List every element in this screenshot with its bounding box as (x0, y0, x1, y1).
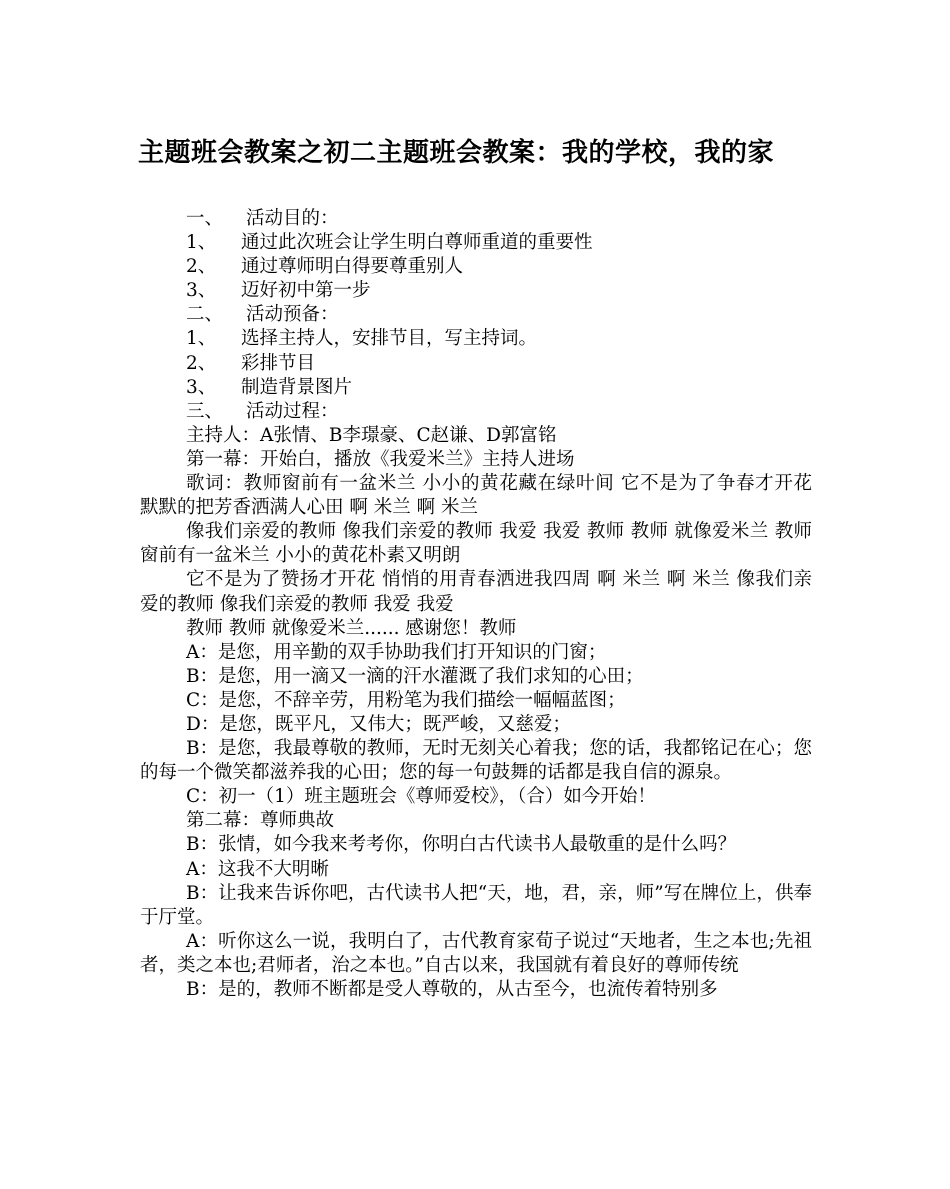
outline-item: 三、 活动过程： (186, 400, 339, 422)
outline-item: 3、 迈好初中第一步 (186, 280, 371, 302)
paragraph: B：是您，用一滴又一滴的汗水灌溉了我们求知的心田； (186, 665, 644, 687)
paragraph: 第一幕：开始白，播放《我爱米兰》主持人进场 (186, 448, 575, 470)
paragraph: 第二幕：尊师典故 (186, 810, 335, 832)
paragraph: 像我们亲爱的教师 像我们亲爱的教师 我爱 我爱 教师 教师 就像爱米兰 教师窗前有一盆米兰 小小的黄花朴素又明朗 (140, 521, 812, 567)
outline-item: 1、 通过此次班会让学生明白尊师重道的重要性 (186, 232, 593, 254)
outline-item: 二、 活动预备： (186, 304, 339, 326)
paragraph: 它不是为了赞扬才开花 悄悄的用青春洒进我四周 啊 米兰 啊 米兰 像我们亲爱的教师 像我们亲爱的教师 我爱 我爱 (140, 569, 812, 615)
paragraph: B：是您，我最尊敬的教师，无时无刻关心着我；您的话，我都铭记在心；您的每一个微笑都滋养我的心田；您的每一句鼓舞的话都是我自信的源泉。 (140, 738, 812, 784)
paragraph: B：是的，教师不断都是受人尊敬的，从古至今，也流传着特别多 (186, 979, 718, 1000)
paragraph: D：是您，既平凡，又伟大；既严峻，又慈爱； (186, 713, 571, 735)
paragraph: B：张情，如今我来考考你，你明白古代读书人最敬重的是什么吗？ (186, 834, 737, 856)
paragraph: C：是您，不辞辛劳，用粉笔为我们描绘一幅幅蓝图； (186, 689, 626, 711)
document-title: 主题班会教案之初二主题班会教案：我的学校，我的家 (138, 138, 775, 168)
outline-item: 2、 彩排节目 (186, 352, 316, 374)
paragraph: A：这我不大明晰 (186, 858, 329, 880)
document-body (140, 207, 812, 1002)
paragraph: A：听你这么一说，我明白了，古代教育家荀子说过“天地者，生之本也;先祖者，类之本也;君师者，治之本也。”自古以来，我国就有着良好的尊师传统 (140, 930, 812, 976)
paragraph: 歌词：教师窗前有一盆米兰 小小的黄花藏在绿叶间 它不是为了争春才开花 默默的把芳香洒满人心田 啊 米兰 啊 米兰 (140, 473, 812, 519)
paragraph: 教师 教师 就像爱米兰...... 感谢您！教师 (186, 617, 517, 639)
outline-item: 1、 选择主持人，安排节目，写主持词。 (186, 328, 538, 350)
outline-item: 2、 通过尊师明白得要尊重别人 (186, 256, 464, 278)
paragraph: B：让我来告诉你吧，古代读书人把“天，地，君，亲，师”写在牌位上，供奉于厅堂。 (140, 882, 812, 928)
outline-item: 3、 制造背景图片 (186, 376, 353, 398)
paragraph: 主持人：A张情、B李璟豪、C赵谦、D郭富铭 (186, 424, 557, 446)
outline-item: 一、 活动目的： (186, 208, 339, 229)
paragraph: C：初一（1）班主题班会《尊师爱校》，（合）如今开始！ (186, 786, 656, 808)
paragraph: A：是您，用辛勤的双手协助我们打开知识的门窗； (186, 641, 607, 663)
